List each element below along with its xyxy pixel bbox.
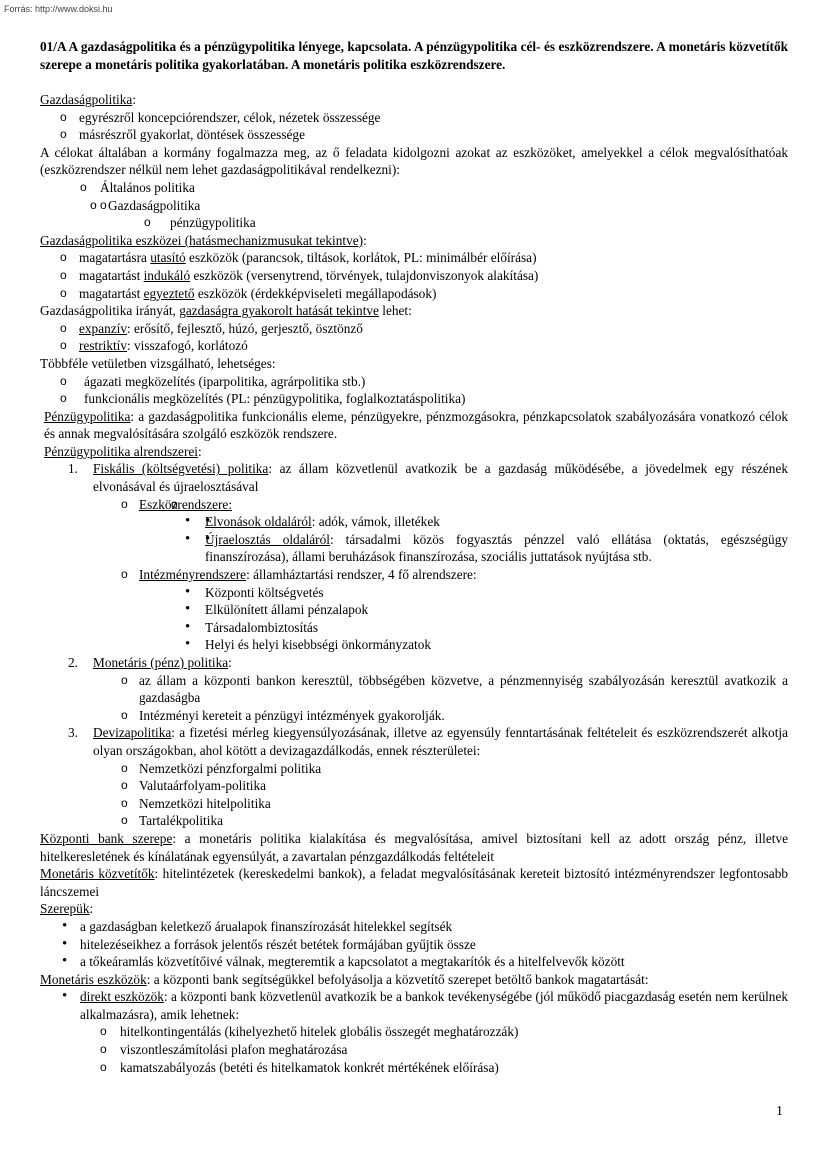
list-item: o restriktív: visszafogó, korlátozó xyxy=(40,337,788,355)
page-title: 01/A A gazdaságpolitika és a pénzügypolitika lényege, kapcsolata. A pénzügypolitika cél- és eszközrendszere. A monetáris közvetítők szerepe a monetáris politika gyakorlatában. A monetáris politika eszközrendszere. xyxy=(40,39,788,72)
paragraph: Központi bank szerepe: a monetáris politika kialakítása és megvalósítása, amivel biztosítani kell az adott ország pénz, illetve hitelkeresletének és kínálatának egyensúlyát, a zavartalan pénzgazdálkodás feltételeit xyxy=(40,830,788,864)
list-item: • Helyi és helyi kisebbségi önkormányzatok xyxy=(185,636,431,653)
list-item: o Tartalékpolitika xyxy=(121,813,223,829)
list-item: • hitelezéseikhez a források jelentős részét betétek formájában gyűjtik össze xyxy=(40,936,788,954)
list-item: • Központi költségvetés xyxy=(185,583,324,600)
list-item: o pénzügypolitika xyxy=(144,215,256,231)
list-item: o Általános politika xyxy=(40,179,788,197)
list-item: o Intézményrendszere: államháztartási rendszer, 4 fő alrendszere: • Központi költségvetés • Elkülönített állami pénzalapok • Társadalombiztosítás • Helyi és helyi kisebbségi önkormányzatok xyxy=(93,566,788,654)
paragraph: Pénzügypolitika: a gazdaságpolitika funkcionális eleme, pénzügyekre, pénzmozgásokra, pénzkapcsolatok szabályozására vonatkozó célok és annak megvalósítására szolgáló eszközök rendszere. xyxy=(44,408,788,442)
list xyxy=(40,918,788,971)
list-item: o Nemzetközi hitelpolitika xyxy=(121,795,271,811)
list-item: o o Eszközrendszere: • • Elvonások oldaláról: adók, vámok, illetékek • • Újraelosztás oldaláról: társadalmi közös fogyasztás pénzzel való ellátása (oktatás, egészségügy finanszírozása), állami beruházások finanszírozása, szociális juttatások nyújtása stb. xyxy=(93,496,788,566)
paragraph: Többféle vetületben vizsgálható, lehetséges: xyxy=(40,355,276,371)
list-item: o hitelkontingentálás (kihelyezhető hitelek globális összegét meghatározzák) xyxy=(100,1024,519,1040)
list xyxy=(40,249,788,302)
section-heading: Gazdaságpolitika eszközei (hatásmechanizmusukat tekintve): xyxy=(40,232,367,248)
list-item: 2. Monetáris (pénz) politika: o az állam a központi bankon keresztül, többségében közvetve, a pénzmennyiség szabályozásán keresztül avatkozik a gazdaságba o Intézményi kereteit a pénzügyi intézmények gyakorolják. xyxy=(68,655,788,723)
list-item: o az állam a központi bankon keresztül, többségében közvetve, a pénzmennyiség szabályozásán keresztül avatkozik a gazdaságba xyxy=(121,672,788,706)
list-item: o egyrészről koncepciórendszer, célok, nézetek összessége xyxy=(40,109,788,127)
numbered-list xyxy=(40,460,788,829)
list xyxy=(40,109,788,144)
list-item: o funkcionális megközelítés (PL: pénzügypolitika, foglalkoztatáspolitika) xyxy=(40,390,788,408)
list-item: o magatartásra utasító eszközök (parancsok, tiltások, korlátok, PL: minimálbér előírása) xyxy=(40,249,788,267)
list xyxy=(40,988,788,1076)
section-heading: Pénzügypolitika alrendszerei: xyxy=(44,443,202,459)
list-item: o Nemzetközi pénzforgalmi politika xyxy=(121,760,322,776)
list-item: • Társadalombiztosítás xyxy=(185,618,318,635)
document-page xyxy=(40,38,788,1076)
list-item: o másrészről gyakorlat, döntések összessége xyxy=(40,126,788,144)
section-heading: Szerepük: xyxy=(40,901,94,917)
source-note: Forrás: http://www.doksi.hu xyxy=(4,4,113,14)
list-item: o kamatszabályozás (betéti és hitelkamatok konkrét mértékének előírása) xyxy=(100,1059,499,1075)
list-item: o Valutaárfolyam-politika xyxy=(121,778,267,794)
list-item: • direkt eszközök: a központi bank közvetlenül avatkozik be a bankok tevékenységébe (jól működő piacgazdaság esetén nem kerülnek alkalmazásra), amik lehetnek: o hitelkontingentálás (kihelyezhető hitelek globális összegét meghatározzák) o viszontleszámítolási plafon meghatározása o kamatszabályozás (betéti és hitelkamatok konkrét mértékének előírása) xyxy=(40,988,788,1076)
paragraph: Monetáris közvetítők: hitelintézetek (kereskedelmi bankok), a feladat megvalósításának kereteit biztosító intézményrendszer legfontosabb láncszemei xyxy=(40,866,788,899)
list-item: o o Gazdaságpolitika xyxy=(40,197,788,215)
list-item: o ágazati megközelítés (iparpolitika, agrárpolitika stb.) xyxy=(40,373,788,391)
paragraph: A célokat általában a kormány fogalmazza meg, az ő feladata kidolgozni azokat az eszközöket, amelyekkel a célok megvalósíthatóak (eszközrendszer nélkül nem lehet gazdaságpolitikával rendelkezni): xyxy=(40,144,788,178)
list xyxy=(40,373,788,408)
list-item: o expanzív: erősítő, fejlesztő, húzó, gerjesztő, ösztönző xyxy=(40,320,788,338)
list-item: • • Újraelosztás oldaláról: társadalmi közös fogyasztás pénzzel való ellátása (oktatás, egészségügy finanszírozása), állami beruházások finanszírozása, szociális juttatások nyújtása stb. xyxy=(139,531,788,566)
list-item: o viszontleszámítolási plafon meghatározása xyxy=(100,1042,348,1058)
page-number: 1 xyxy=(776,1104,783,1119)
paragraph: Monetáris eszközök: a központi bank segítségükkel befolyásolja a közvetítő szerepet betöltő bankok magatartását: xyxy=(40,971,649,987)
paragraph: Gazdaságpolitika irányát, gazdaságra gyakorolt hatását tekintve lehet: xyxy=(40,303,412,319)
list-item: • a gazdaságban keletkező árualapok finanszírozását hitelekkel segítsék xyxy=(40,918,788,936)
list xyxy=(40,320,788,355)
list-item: • Elkülönített állami pénzalapok xyxy=(185,601,369,618)
section-heading: Gazdaságpolitika: xyxy=(40,92,137,107)
list-item: • • Elvonások oldaláról: adók, vámok, illetékek xyxy=(139,513,788,531)
hierarchy-list xyxy=(40,179,788,232)
list-item: 3. Devizapolitika: a fizetési mérleg kiegyensúlyozásának, illetve az egyensúly fenntartásának feltételeit és eszközrendszerét alkotja olyan országokban, ahol kötött a devizagazdálkodás, ennek részterületei: o Nemzetközi pénzforgalmi politika o Valutaárfolyam-politika o Nemzetközi hitelpolitika o Tartalékpolitika xyxy=(68,725,788,829)
list-item: • a tőkeáramlás közvetítőivé válnak, megteremtik a kapcsolatot a megtakarítók és a hitelfelvevők között xyxy=(40,953,788,971)
list-item: o Intézményi kereteit a pénzügyi intézmények gyakorolják. xyxy=(121,707,445,723)
list-item: 1. Fiskális (költségvetési) politika: az állam közvetlenül avatkozik be a gazdaság működésébe, a jövedelmek egy részének elvonásával és újraelosztásával o o Eszközrendszere: • • Elvonások oldaláról: adók, vámok, illetékek • • Újraelosztás oldaláról: társadalmi közös fogyasztás pénzzel való ellátása (oktatás, egészségügy finanszírozása), állami beruházások finanszírozása, szociális juttatások nyújtása stb. o Intézményrendszere: államháztartási rendszer, 4 fő alrendszere: • Központi költségvetés • Elkülönített állami pénzalapok • Társadalombiztosítás • Helyi és helyi kisebbségi önkormányzatok xyxy=(40,460,788,654)
list-item: o magatartást egyeztető eszközök (érdekképviseleti megállapodások) xyxy=(40,285,788,303)
list-item: o magatartást indukáló eszközök (versenytrend, törvények, tulajdonviszonyok alakítása) xyxy=(40,267,788,285)
